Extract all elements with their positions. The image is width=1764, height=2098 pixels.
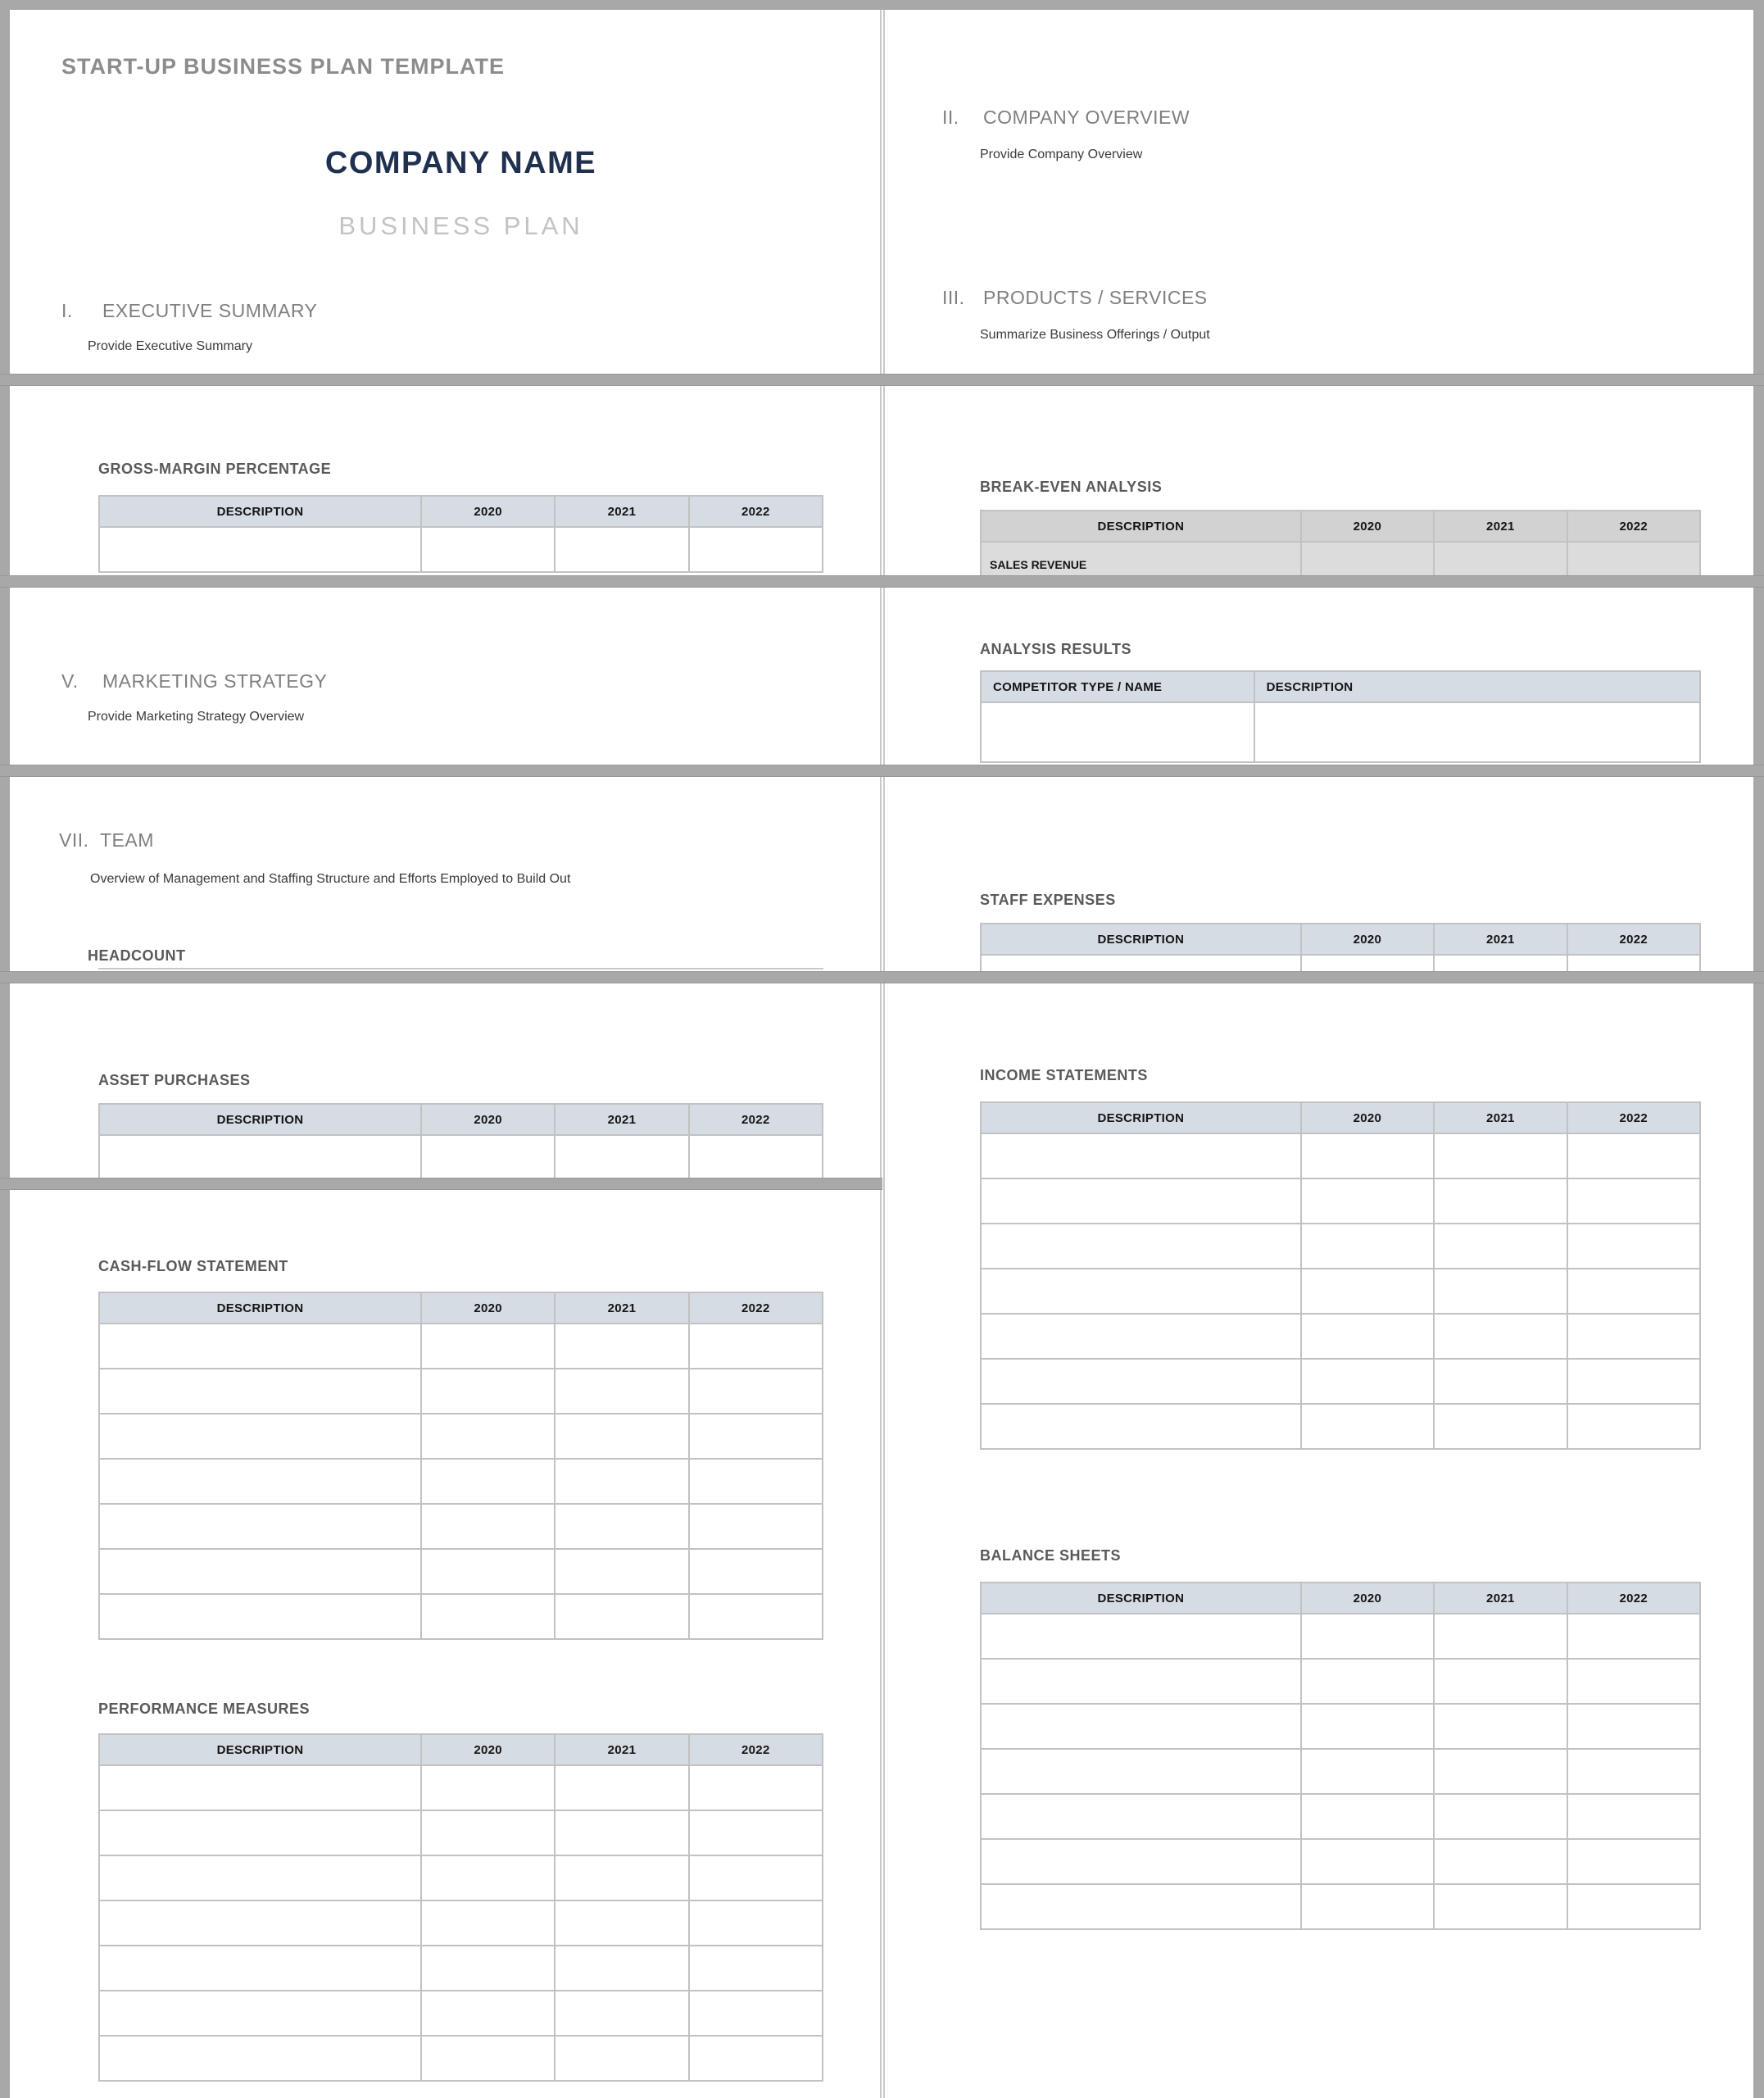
table-cell[interactable] <box>981 1614 1301 1659</box>
table-cell[interactable] <box>421 1504 555 1549</box>
table-cell[interactable] <box>1567 1659 1700 1704</box>
table-cell[interactable] <box>1301 1704 1434 1749</box>
gross-margin-table <box>98 495 823 575</box>
table-cell[interactable] <box>99 527 421 572</box>
page-column-divider <box>880 10 885 2098</box>
column-header: DESCRIPTION <box>1254 671 1700 702</box>
table-cell[interactable] <box>555 1810 688 1855</box>
table-cell[interactable] <box>555 1765 688 1810</box>
table-cell[interactable] <box>421 1324 555 1369</box>
table-cell[interactable] <box>1301 1133 1434 1178</box>
table-cell[interactable] <box>1301 1794 1434 1839</box>
table-cell[interactable] <box>689 1414 823 1459</box>
table-cell[interactable] <box>1301 1269 1434 1314</box>
table-cell[interactable] <box>689 2036 823 2081</box>
table-cell[interactable] <box>1567 1359 1700 1404</box>
table-header-row <box>99 1292 823 1324</box>
table-cell[interactable] <box>555 1991 688 2036</box>
section-numeral: III. <box>942 287 965 308</box>
table-header-row <box>981 924 1700 955</box>
section-numeral: VII. <box>59 829 89 851</box>
section-heading-team <box>59 829 154 851</box>
income-statements-table <box>980 1101 1701 1450</box>
table-cell[interactable] <box>1254 702 1700 762</box>
table-cell[interactable] <box>555 1594 688 1639</box>
table-cell[interactable] <box>1301 1314 1434 1359</box>
column-header: 2020 <box>1301 511 1434 542</box>
section-title: COMPANY OVERVIEW <box>983 107 1190 128</box>
column-header: 2021 <box>1434 924 1567 955</box>
section-numeral: I. <box>61 300 73 321</box>
table-row <box>99 527 823 572</box>
table-cell[interactable] <box>1567 1704 1700 1749</box>
staff-expenses-table-title: STAFF EXPENSES <box>980 892 1116 908</box>
column-header: DESCRIPTION <box>99 1104 421 1135</box>
table-header-row <box>99 1734 823 1765</box>
table-row <box>981 1704 1700 1749</box>
column-header: 2020 <box>421 1734 555 1765</box>
table-header-row <box>981 511 1700 542</box>
table-cell[interactable] <box>421 1900 555 1946</box>
section-body-products-services: Summarize Business Offerings / Output <box>980 328 1210 342</box>
table-cell[interactable] <box>99 2036 421 2081</box>
column-header: 2021 <box>555 1104 688 1135</box>
table-cell[interactable] <box>99 1855 421 1900</box>
table-cell[interactable] <box>555 1414 688 1459</box>
table-header-row <box>981 671 1700 702</box>
table-cell[interactable] <box>689 1810 823 1855</box>
table-cell[interactable] <box>555 1135 688 1178</box>
column-header: DESCRIPTION <box>981 1102 1301 1133</box>
table-cell[interactable] <box>1434 1314 1567 1359</box>
table-row <box>981 1614 1700 1659</box>
cash-flow-table <box>98 1292 823 1640</box>
table-cell[interactable] <box>689 527 823 572</box>
table-cell[interactable] <box>1567 1794 1700 1839</box>
column-header: 2022 <box>1567 1583 1700 1614</box>
table-cell[interactable] <box>421 1369 555 1414</box>
table-cell[interactable] <box>689 1900 823 1946</box>
column-header: 2022 <box>689 1292 823 1324</box>
column-header: 2022 <box>689 1104 823 1135</box>
table-cell[interactable] <box>555 1855 688 1900</box>
column-header: 2021 <box>1434 1102 1567 1133</box>
table-cell[interactable] <box>689 1991 823 2036</box>
table-cell[interactable] <box>421 1855 555 1900</box>
column-header: 2020 <box>1301 924 1434 955</box>
table-cell[interactable] <box>99 1459 421 1504</box>
table-cell[interactable] <box>1434 1269 1567 1314</box>
section-body-executive-summary: Provide Executive Summary <box>88 339 252 353</box>
table-cell[interactable] <box>555 1504 688 1549</box>
cash-flow-table-title: CASH-FLOW STATEMENT <box>98 1258 288 1274</box>
table-cell[interactable] <box>981 1659 1301 1704</box>
column-header: 2022 <box>1567 511 1700 542</box>
table-cell[interactable] <box>99 1900 421 1946</box>
table-row <box>99 1459 823 1504</box>
table-cell[interactable] <box>981 1704 1301 1749</box>
section-heading-executive-summary <box>61 300 317 322</box>
column-header: COMPETITOR TYPE / NAME <box>981 671 1254 702</box>
table-row <box>981 1269 1700 1314</box>
section-separator-bar <box>0 765 1764 777</box>
table-cell[interactable] <box>1434 1404 1567 1449</box>
table-cell[interactable] <box>421 1459 555 1504</box>
table-cell[interactable] <box>1301 1659 1434 1704</box>
table-row <box>99 2036 823 2081</box>
table-cell[interactable] <box>421 2036 555 2081</box>
table-cell[interactable] <box>981 1404 1301 1449</box>
table-cell[interactable] <box>1434 1224 1567 1269</box>
table-row <box>99 1324 823 1369</box>
section-body-company-overview: Provide Company Overview <box>980 148 1143 161</box>
table-cell[interactable] <box>981 1178 1301 1224</box>
table-cell[interactable] <box>1301 1359 1434 1404</box>
section-heading-marketing-strategy <box>61 670 327 693</box>
table-cell[interactable] <box>99 1549 421 1594</box>
table-cell[interactable] <box>1301 955 1434 971</box>
table-row <box>981 1359 1700 1404</box>
table-cell[interactable] <box>1434 955 1567 971</box>
column-header: 2021 <box>1434 511 1567 542</box>
table-row <box>981 1659 1700 1704</box>
table-row <box>99 1549 823 1594</box>
column-header: 2022 <box>689 496 823 527</box>
table-cell[interactable] <box>1434 1178 1567 1224</box>
table-cell[interactable] <box>1434 1614 1567 1659</box>
frame-right-edge <box>1753 0 1764 2098</box>
table-cell[interactable] <box>99 1765 421 1810</box>
table-cell[interactable] <box>981 1224 1301 1269</box>
column-header: 2020 <box>1301 1102 1434 1133</box>
column-header: DESCRIPTION <box>981 511 1301 542</box>
table-cell[interactable] <box>421 1135 555 1178</box>
table-cell[interactable] <box>981 1269 1301 1314</box>
table-cell[interactable] <box>981 702 1254 762</box>
table-cell[interactable] <box>981 1794 1301 1839</box>
staff-expenses-table <box>980 923 1701 971</box>
section-heading-products-services <box>942 287 1208 309</box>
table-cell[interactable] <box>689 1594 823 1639</box>
table-cell[interactable] <box>421 1414 555 1459</box>
section-title: EXECUTIVE SUMMARY <box>102 300 318 321</box>
table-cell[interactable] <box>555 1459 688 1504</box>
performance-measures-table-title: PERFORMANCE MEASURES <box>98 1701 311 1717</box>
balance-sheets-table-title: BALANCE SHEETS <box>980 1547 1122 1564</box>
table-cell[interactable] <box>1567 1178 1700 1224</box>
table-row <box>981 1884 1700 1929</box>
table-cell[interactable] <box>981 1884 1301 1929</box>
section-title: PRODUCTS / SERVICES <box>983 287 1208 308</box>
table-cell[interactable] <box>555 2036 688 2081</box>
table-cell[interactable] <box>99 1135 421 1178</box>
table-cell[interactable] <box>421 1549 555 1594</box>
table-cell[interactable] <box>981 1839 1301 1884</box>
headcount-subheading: HEADCOUNT <box>88 947 186 964</box>
column-header: 2022 <box>1567 1102 1700 1133</box>
table-row <box>99 1765 823 1810</box>
table-row <box>99 1369 823 1414</box>
table-row <box>99 1946 823 1991</box>
table-cell[interactable] <box>555 1324 688 1369</box>
table-row <box>981 542 1700 575</box>
table-cell[interactable] <box>99 1810 421 1855</box>
section-numeral: V. <box>61 670 79 692</box>
table-cell[interactable] <box>1434 1839 1567 1884</box>
column-header: DESCRIPTION <box>99 1292 421 1324</box>
table-cell[interactable] <box>1434 542 1567 575</box>
column-header: DESCRIPTION <box>99 496 421 527</box>
template-title: START-UP BUSINESS PLAN TEMPLATE <box>61 54 506 79</box>
table-cell[interactable] <box>421 1810 555 1855</box>
table-cell[interactable] <box>689 1549 823 1594</box>
table-row <box>99 1991 823 2036</box>
column-header: DESCRIPTION <box>981 1583 1301 1614</box>
column-header: 2020 <box>421 1104 555 1135</box>
analysis-results-table-title: ANALYSIS RESULTS <box>980 641 1132 657</box>
column-header: 2021 <box>555 496 688 527</box>
table-cell[interactable] <box>555 1549 688 1594</box>
table-cell[interactable] <box>689 1946 823 1991</box>
table-row <box>981 1224 1700 1269</box>
table-cell[interactable] <box>99 1504 421 1549</box>
section-heading-company-overview <box>942 107 1190 129</box>
frame-left-edge <box>0 0 10 2098</box>
section-separator-bar-left-only <box>0 1178 882 1190</box>
table-row <box>99 1504 823 1549</box>
table-cell[interactable] <box>981 1314 1301 1359</box>
column-header: 2021 <box>1434 1583 1567 1614</box>
frame-top-edge <box>0 0 1764 10</box>
row-label-cell[interactable]: SALES REVENUE <box>981 542 1301 575</box>
column-header: 2022 <box>689 1734 823 1765</box>
table-cell[interactable] <box>1434 1659 1567 1704</box>
balance-sheets-table <box>980 1582 1701 1930</box>
performance-measures-table <box>98 1733 823 2082</box>
table-cell[interactable] <box>1301 1178 1434 1224</box>
table-cell[interactable] <box>1567 1614 1700 1659</box>
table-cell[interactable] <box>1567 542 1700 575</box>
table-cell[interactable] <box>99 1991 421 2036</box>
table-cell[interactable] <box>689 1855 823 1900</box>
table-cell[interactable] <box>981 1359 1301 1404</box>
table-row <box>99 1855 823 1900</box>
table-cell[interactable] <box>1301 1884 1434 1929</box>
company-name-title: COMPANY NAME <box>324 146 597 180</box>
asset-purchases-table-title: ASSET PURCHASES <box>98 1072 251 1088</box>
table-cell[interactable] <box>555 1900 688 1946</box>
table-header-row <box>99 496 823 527</box>
section-numeral: II. <box>942 107 959 128</box>
table-cell[interactable] <box>99 1946 421 1991</box>
table-cell[interactable] <box>1301 1839 1434 1884</box>
column-header: 2020 <box>1301 1583 1434 1614</box>
table-cell[interactable] <box>689 1504 823 1549</box>
table-row <box>981 955 1700 971</box>
table-cell[interactable] <box>555 1369 688 1414</box>
table-cell[interactable] <box>981 1133 1301 1178</box>
table-cell[interactable] <box>1567 1404 1700 1449</box>
table-cell[interactable] <box>1434 1359 1567 1404</box>
section-title: TEAM <box>100 829 154 851</box>
table-header-row <box>981 1102 1700 1133</box>
headcount-table-top-edge <box>98 968 823 970</box>
column-header: DESCRIPTION <box>981 924 1301 955</box>
table-cell[interactable] <box>1567 1749 1700 1794</box>
table-cell[interactable] <box>1301 1614 1434 1659</box>
table-row <box>981 1314 1700 1359</box>
table-cell[interactable] <box>1434 1884 1567 1929</box>
table-cell[interactable] <box>555 527 688 572</box>
table-cell[interactable] <box>1567 1224 1700 1269</box>
table-cell[interactable] <box>99 1594 421 1639</box>
table-cell[interactable] <box>1567 1884 1700 1929</box>
break-even-table <box>980 510 1701 575</box>
business-plan-subtitle: BUSINESS PLAN <box>338 211 583 240</box>
table-row <box>981 1839 1700 1884</box>
table-row <box>981 1404 1700 1449</box>
section-body-marketing-strategy: Provide Marketing Strategy Overview <box>88 710 305 724</box>
table-row <box>99 1900 823 1946</box>
section-separator-bar <box>0 575 1764 588</box>
table-row <box>981 1133 1700 1178</box>
income-statements-table-title: INCOME STATEMENTS <box>980 1067 1148 1083</box>
table-header-row <box>99 1104 823 1135</box>
table-cell[interactable] <box>1301 1224 1434 1269</box>
column-header: 2022 <box>1567 924 1700 955</box>
table-cell[interactable] <box>1301 542 1434 575</box>
table-cell[interactable] <box>1301 1404 1434 1449</box>
table-cell[interactable] <box>1434 1704 1567 1749</box>
table-cell[interactable] <box>99 1414 421 1459</box>
gross-margin-table-title: GROSS-MARGIN PERCENTAGE <box>98 461 332 477</box>
table-cell[interactable] <box>99 1369 421 1414</box>
column-header: 2020 <box>421 1292 555 1324</box>
table-row <box>99 1414 823 1459</box>
table-header-row <box>981 1583 1700 1614</box>
section-body-team: Overview of Management and Staffing Structure and Efforts Employed to Build Out <box>90 872 571 886</box>
table-cell[interactable] <box>1301 1749 1434 1794</box>
table-row <box>981 1178 1700 1224</box>
table-cell[interactable] <box>689 1324 823 1369</box>
table-cell[interactable] <box>689 1459 823 1504</box>
table-cell[interactable] <box>981 955 1301 971</box>
table-cell[interactable] <box>689 1765 823 1810</box>
table-cell[interactable] <box>689 1135 823 1178</box>
table-cell[interactable] <box>1567 1269 1700 1314</box>
column-header: 2021 <box>555 1292 688 1324</box>
section-title: MARKETING STRATEGY <box>102 670 328 692</box>
table-cell[interactable] <box>421 1765 555 1810</box>
table-cell[interactable] <box>99 1324 421 1369</box>
table-cell[interactable] <box>1434 1794 1567 1839</box>
column-header: 2020 <box>421 496 555 527</box>
table-row <box>981 702 1700 762</box>
column-header: DESCRIPTION <box>99 1734 421 1765</box>
break-even-table-title: BREAK-EVEN ANALYSIS <box>980 479 1163 495</box>
table-cell[interactable] <box>421 527 555 572</box>
table-row <box>981 1749 1700 1794</box>
table-cell[interactable] <box>421 1594 555 1639</box>
table-row <box>99 1810 823 1855</box>
table-cell[interactable] <box>981 1749 1301 1794</box>
analysis-results-table <box>980 670 1701 763</box>
column-header: 2021 <box>555 1734 688 1765</box>
table-cell[interactable] <box>1567 955 1700 971</box>
table-cell[interactable] <box>555 1946 688 1991</box>
table-row <box>99 1594 823 1639</box>
table-cell[interactable] <box>421 1946 555 1991</box>
table-cell[interactable] <box>1567 1133 1700 1178</box>
table-cell[interactable] <box>421 1991 555 2036</box>
table-cell[interactable] <box>1567 1314 1700 1359</box>
table-row <box>99 1135 823 1178</box>
table-cell[interactable] <box>1567 1839 1700 1884</box>
table-cell[interactable] <box>1434 1133 1567 1178</box>
table-row <box>981 1794 1700 1839</box>
table-cell[interactable] <box>1434 1749 1567 1794</box>
section-separator-bar <box>0 374 1764 386</box>
asset-purchases-table <box>98 1103 823 1178</box>
section-separator-bar <box>0 971 1764 983</box>
table-cell[interactable] <box>689 1369 823 1414</box>
